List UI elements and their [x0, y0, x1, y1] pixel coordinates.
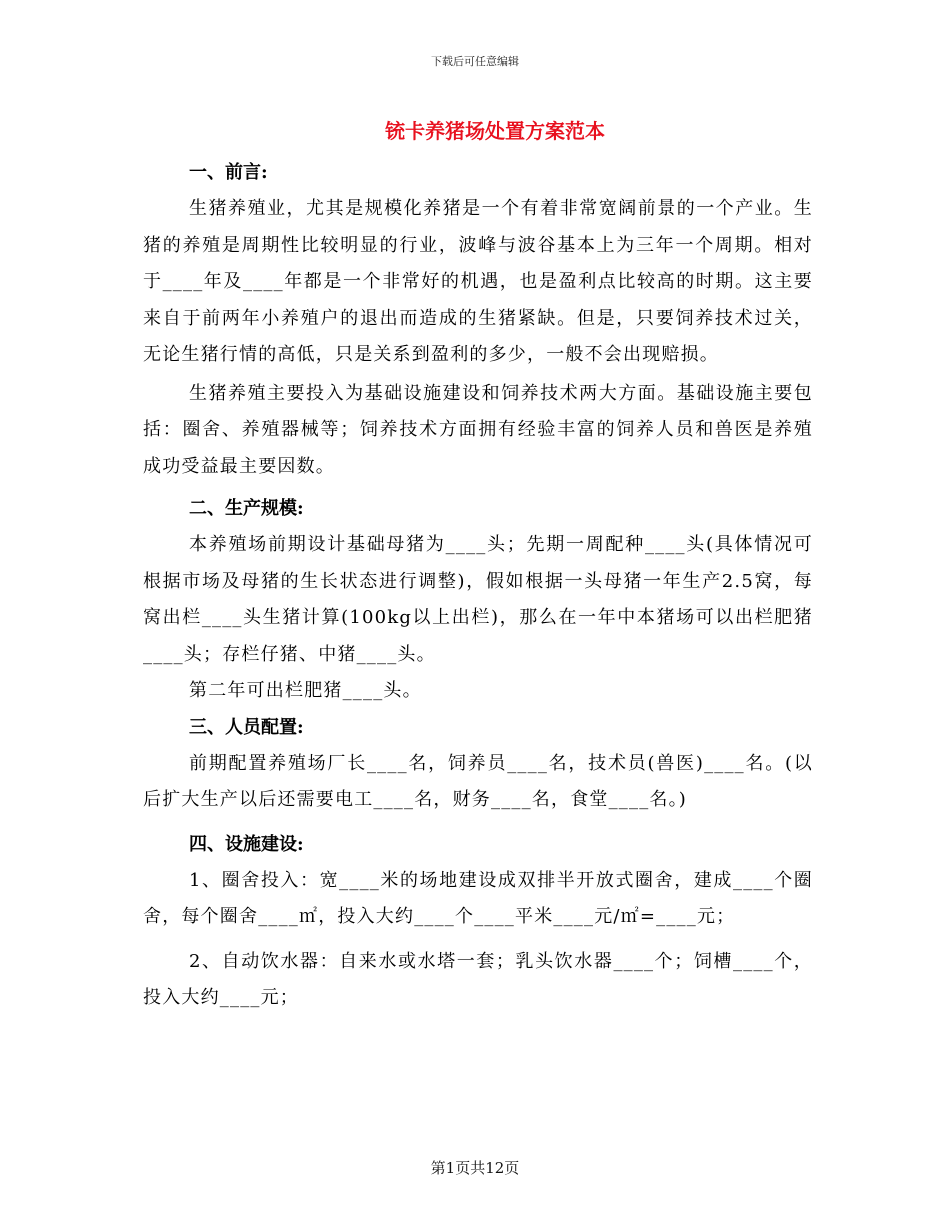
facilities-paragraph-1: 1、圈舍投入：宽____米的场地建设成双排半开放式圈舍，建成____个圈舍，每个圈舍____㎡，投入大约____个____平米____元/㎡=____元；: [143, 869, 813, 927]
section-heading-preface: 一、前言:: [189, 162, 268, 183]
section-heading-production-scale: 二、生产规模:: [189, 498, 304, 519]
staffing-paragraph-1: 前期配置养殖场厂长____名，饲养员____名，技术员(兽医)____名。(以后扩大生产以后还需要电工____名，财务____名，食堂____名。): [143, 752, 813, 810]
production-scale-paragraph-1: 本养殖场前期设计基础母猪为____头；先期一周配种____头(具体情况可根据市场及母猪的生长状态进行调整)，假如根据一头母猪一年生产2.5窝，每窝出栏____头生猪计算(100kg以上出栏)，那么在一年中本猪场可以出栏肥猪____头；存栏仔猪、中猪____头。: [143, 534, 813, 665]
facilities-paragraph-2: 2、自动饮水器：自来水或水塔一套；乳头饮水器____个；饲槽____个，投入大约____元；: [143, 950, 813, 1008]
document-body: [143, 155, 813, 1017]
preface-paragraph-1: 生猪养殖业，尤其是规模化养猪是一个有着非常宽阔前景的一个产业。生猪的养殖是周期性比较明显的行业，波峰与波谷基本上为三年一个周期。相对于____年及____年都是一个非常好的机遇，也是盈利点比较高的时期。这主要来自于前两年小养殖户的退出而造成的生猪紧缺。但是，只要饲养技术过关，无论生猪行情的高低，只是关系到盈利的多少，一般不会出现赔损。: [143, 198, 813, 365]
preface-paragraph-2: 生猪养殖主要投入为基础设施建设和饲养技术两大方面。基础设施主要包括：圈舍、养殖器械等；饲养技术方面拥有经验丰富的饲养人员和兽医是养殖成功受益最主要因数。: [143, 382, 813, 477]
production-scale-paragraph-2: 第二年可出栏肥猪____头。: [189, 680, 422, 701]
page-number: 第1页共12页: [430, 1159, 520, 1177]
document-title: 铳卡养猪场处置方案范本: [385, 119, 605, 143]
section-heading-facilities: 四、设施建设:: [189, 833, 304, 855]
section-heading-staffing: 三、人员配置:: [189, 716, 304, 738]
page-header-note: 下载后可任意编辑: [431, 55, 519, 68]
